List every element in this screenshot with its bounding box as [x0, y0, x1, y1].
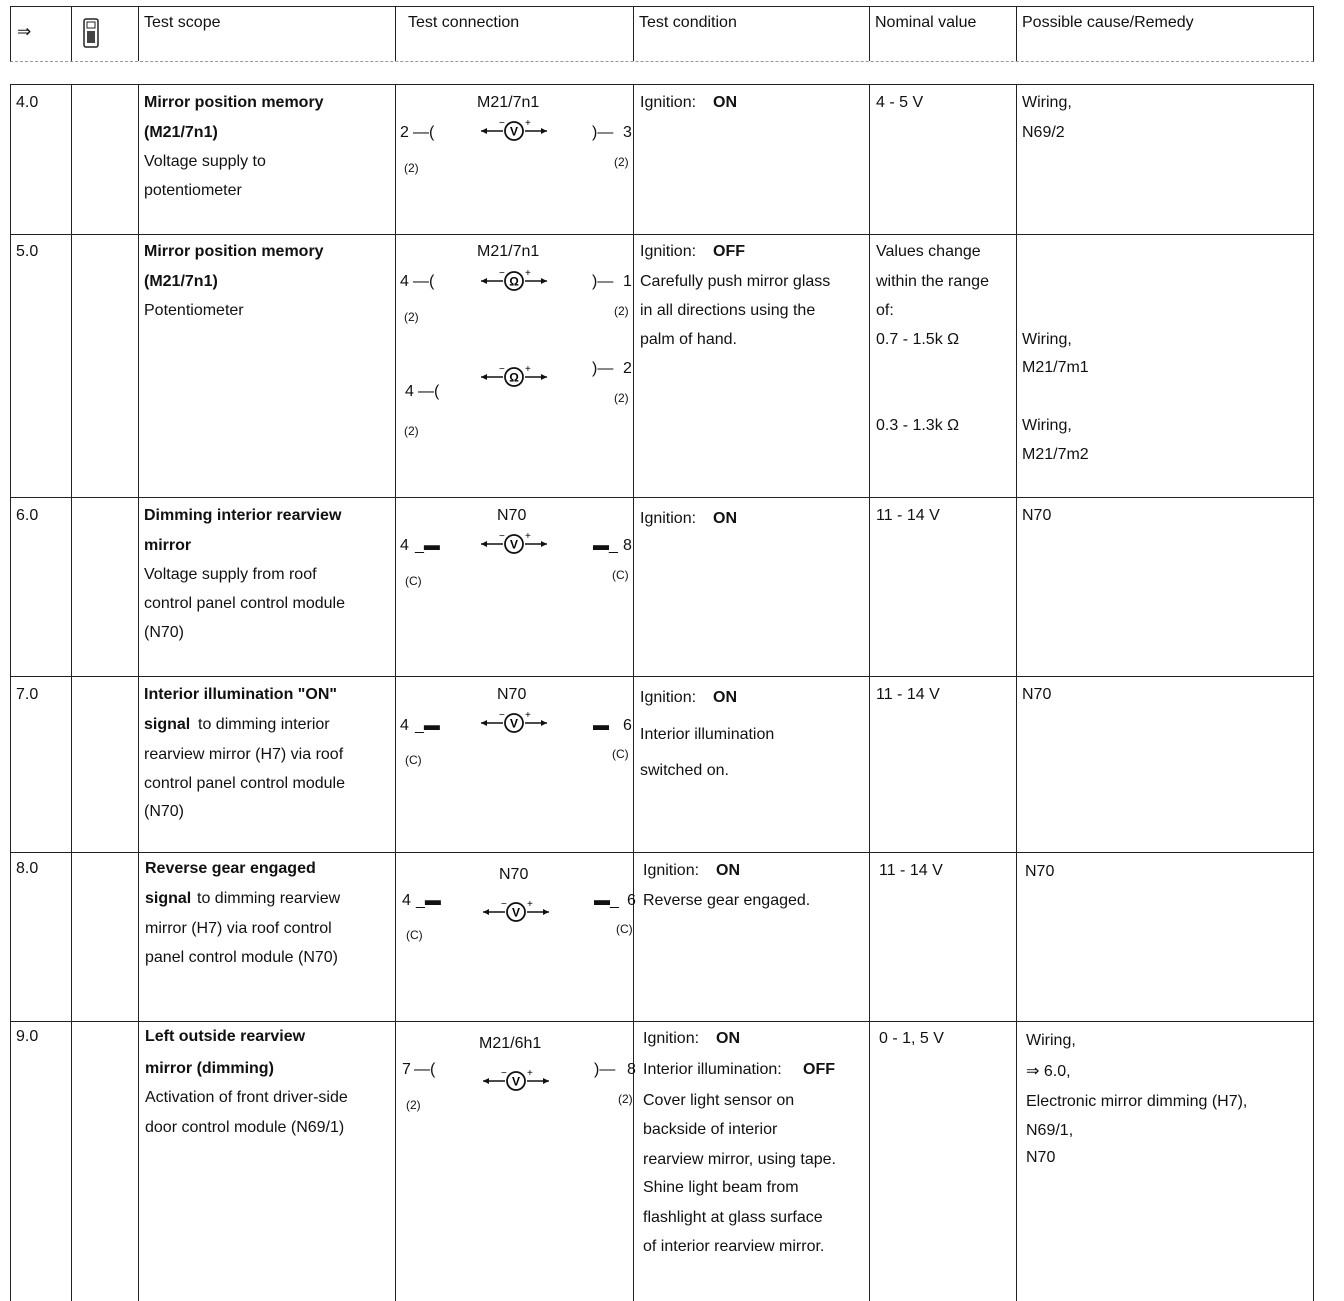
row-divider [11, 852, 1313, 853]
meter-symbol: Ω [509, 370, 519, 385]
connector-id: (2) [406, 1098, 421, 1112]
scope-text: door control module (N69/1) [145, 1119, 345, 1136]
cause-text: N69/1, [1026, 1122, 1074, 1139]
cause-text: N70 [1022, 507, 1052, 524]
nominal-value: 11 - 14 V [876, 507, 940, 524]
column-divider [633, 85, 634, 1301]
meter-symbol: V [511, 905, 521, 920]
condition-text: Cover light sensor on [643, 1092, 795, 1109]
svg-text:−: − [499, 366, 505, 375]
row-divider [11, 676, 1313, 677]
cause-text: M21/7m1 [1022, 359, 1089, 376]
ohmmeter-icon [479, 366, 549, 388]
condition-text: palm of hand. [640, 331, 737, 348]
connector-right-icon: ▬_ [593, 537, 618, 554]
pin-right: 8 [623, 537, 632, 554]
scope-title: (M21/7n1) [144, 273, 218, 290]
component-label: N70 [499, 866, 529, 883]
connector-id: (2) [614, 304, 629, 318]
pin-left: 4 [400, 273, 409, 290]
connector-left-icon: _▬ [415, 537, 440, 554]
scope-title: signal [145, 890, 192, 907]
svg-text:−: − [499, 120, 505, 129]
component-label: N70 [497, 507, 527, 524]
meter-symbol: V [511, 1074, 521, 1089]
connector-left-icon: _▬ [415, 717, 440, 734]
connector-right-icon: ▬ [593, 717, 609, 734]
component-label: M21/7n1 [477, 243, 540, 260]
scope-text: panel control module (N70) [145, 949, 338, 966]
connector-left-icon: —( [413, 273, 435, 290]
cause-text: Wiring, [1022, 331, 1072, 348]
nominal-value: 0 - 1, 5 V [879, 1030, 944, 1047]
condition-label: Ignition: [640, 689, 697, 706]
step-number: 9.0 [16, 1028, 39, 1045]
condition-text: Carefully push mirror glass [640, 273, 831, 290]
svg-text:−: − [501, 901, 507, 910]
step-number: 5.0 [16, 243, 39, 260]
connector-id: (2) [404, 424, 419, 438]
scope-title: Left outside rearview [145, 1028, 306, 1045]
connector-id: (C) [405, 753, 422, 767]
step-number: 6.0 [16, 507, 39, 524]
condition-text: flashlight at glass surface [643, 1209, 823, 1226]
condition-text: Shine light beam from [643, 1179, 799, 1196]
cause-text: M21/7m2 [1022, 446, 1089, 463]
column-divider [1016, 85, 1017, 1301]
header-possible-cause [1016, 7, 1314, 61]
cause-text: N70 [1022, 686, 1052, 703]
scope-text: mirror (H7) via roof control [145, 920, 332, 937]
nominal-value: 11 - 14 V [876, 686, 940, 703]
connector-id: (C) [406, 928, 423, 942]
scope-text: (N70) [144, 803, 185, 820]
svg-text:+: + [525, 712, 531, 721]
component-label: N70 [497, 686, 527, 703]
scope-title: mirror (dimming) [145, 1060, 274, 1077]
scope-title: signal [144, 716, 191, 733]
connector-right-icon: )— [592, 360, 614, 377]
connector-left-icon: —( [413, 124, 435, 141]
meter-symbol: V [509, 124, 519, 139]
connector-right-icon: )— [592, 124, 614, 141]
condition-text: rearview mirror, using tape. [643, 1151, 836, 1168]
row-divider [11, 497, 1313, 498]
connector-id: (2) [404, 161, 419, 175]
svg-text:+: + [525, 120, 531, 129]
header-possible-cause-label: Possible cause/Remedy [1022, 14, 1194, 31]
cause-text: Electronic mirror dimming (H7), [1026, 1093, 1248, 1110]
arrow-icon: ⇒ [17, 22, 32, 41]
column-divider [138, 85, 139, 1301]
pin-right: 2 [623, 360, 632, 377]
pin-left: 2 [400, 124, 409, 141]
scope-text: potentiometer [144, 182, 242, 199]
step-number: 8.0 [16, 860, 39, 877]
svg-text:+: + [525, 366, 531, 375]
cause-text: Wiring, [1022, 94, 1072, 111]
condition-label: Interior illumination: [643, 1061, 782, 1078]
header-test-condition [633, 7, 870, 61]
condition-state: ON [713, 510, 737, 527]
svg-text:−: − [499, 533, 505, 542]
pin-left: 7 [402, 1061, 411, 1078]
scope-title: Reverse gear engaged [145, 860, 316, 877]
condition-label: Ignition: [643, 862, 700, 879]
header-test-connection-label: Test connection [408, 14, 520, 31]
condition-state: OFF [713, 243, 745, 260]
condition-state: ON [713, 689, 737, 706]
pin-left: 4 [400, 717, 409, 734]
voltmeter-icon [481, 901, 551, 923]
svg-text:−: − [501, 1070, 507, 1079]
nominal-value: within the range [876, 273, 989, 290]
meter-symbol: Ω [509, 274, 519, 289]
connector-id: (2) [614, 155, 629, 169]
scope-text: Voltage supply from roof [144, 566, 317, 583]
pin-left: 4 [402, 892, 411, 909]
nominal-value: 11 - 14 V [879, 862, 943, 879]
voltmeter-icon [481, 1070, 551, 1092]
pin-right: 1 [623, 273, 632, 290]
component-label: M21/7n1 [477, 94, 540, 111]
connector-right-icon: )— [592, 273, 614, 290]
svg-text:+: + [525, 533, 531, 542]
condition-text: Interior illumination [640, 726, 775, 743]
condition-label: Ignition: [640, 94, 697, 111]
scope-title: Interior illumination "ON" [144, 686, 337, 703]
header-tester-cell [71, 7, 139, 61]
table-header [10, 6, 1314, 62]
pin-right: 8 [627, 1061, 636, 1078]
voltmeter-icon [479, 712, 549, 734]
condition-state: ON [716, 862, 740, 879]
condition-label: Ignition: [643, 1030, 700, 1047]
cause-text: N70 [1025, 863, 1055, 880]
scope-title: mirror [144, 537, 192, 554]
nominal-value: 0.3 - 1.3k Ω [876, 417, 960, 434]
connector-id: (2) [614, 391, 629, 405]
nominal-value: Values change [876, 243, 981, 260]
scope-text: control panel control module [144, 595, 346, 612]
header-nominal-value-label: Nominal value [875, 14, 977, 31]
svg-text:+: + [527, 1070, 533, 1079]
condition-state: ON [716, 1030, 740, 1047]
condition-state: OFF [803, 1061, 835, 1078]
scope-text: rearview mirror (H7) via roof [144, 746, 344, 763]
condition-text: Reverse gear engaged. [643, 892, 811, 909]
meter-symbol: V [509, 716, 519, 731]
column-divider [869, 85, 870, 1301]
header-test-scope-label: Test scope [144, 14, 221, 31]
pin-left: 4 [400, 537, 409, 554]
connector-right-icon: ▬_ [594, 892, 619, 909]
condition-state: ON [713, 94, 737, 111]
component-label: M21/6h1 [479, 1035, 542, 1052]
connector-id: (C) [612, 568, 629, 582]
meter-symbol: V [509, 537, 519, 552]
column-divider [395, 85, 396, 1301]
step-number: 4.0 [16, 94, 39, 111]
scope-title: Mirror position memory [144, 94, 324, 111]
svg-text:+: + [527, 901, 533, 910]
connector-left-icon: _▬ [416, 892, 441, 909]
header-nominal-value [869, 7, 1017, 61]
header-test-connection [395, 7, 634, 61]
pin-right: 6 [627, 892, 636, 909]
svg-text:+: + [525, 270, 531, 279]
header-test-condition-label: Test condition [639, 14, 737, 31]
multimeter-icon [82, 17, 100, 49]
nominal-value: 4 - 5 V [876, 94, 924, 111]
scope-text: control panel control module [144, 775, 346, 792]
scope-text: to dimming rearview [197, 890, 341, 907]
condition-text: in all directions using the [640, 302, 816, 319]
condition-text: backside of interior [643, 1121, 778, 1138]
ohmmeter-icon [479, 270, 549, 292]
scope-text: to dimming interior [198, 716, 330, 733]
connector-left-icon: —( [418, 383, 440, 400]
pin-left: 4 [405, 383, 414, 400]
connector-left-icon: —( [414, 1061, 436, 1078]
scope-text: Potentiometer [144, 302, 244, 319]
svg-text:−: − [499, 270, 505, 279]
condition-text: of interior rearview mirror. [643, 1238, 825, 1255]
nominal-value: 0.7 - 1.5k Ω [876, 331, 960, 348]
connector-id: (2) [404, 310, 419, 324]
connector-right-icon: )— [594, 1061, 616, 1078]
scope-text: Activation of front driver-side [145, 1089, 348, 1106]
cause-text: Wiring, [1026, 1032, 1076, 1049]
scope-text: (N70) [144, 624, 185, 641]
cause-text: N70 [1026, 1149, 1056, 1166]
condition-label: Ignition: [640, 510, 697, 527]
row-divider [11, 234, 1313, 235]
voltmeter-icon [479, 533, 549, 555]
voltmeter-icon [479, 120, 549, 142]
header-test-scope [138, 7, 396, 61]
pin-right: 3 [623, 124, 632, 141]
connector-id: (C) [612, 747, 629, 761]
condition-label: Ignition: [640, 243, 697, 260]
scope-title: (M21/7n1) [144, 124, 218, 141]
scope-title: Mirror position memory [144, 243, 324, 260]
scope-title: Dimming interior rearview [144, 507, 342, 524]
connector-id: (C) [405, 574, 422, 588]
connector-id: (C) [616, 922, 633, 936]
column-divider [71, 85, 72, 1301]
condition-text: switched on. [640, 762, 729, 779]
scope-text: Voltage supply to [144, 153, 266, 170]
cause-text: N69/2 [1022, 124, 1065, 141]
cause-text: ⇒ 6.0, [1026, 1063, 1071, 1080]
pin-right: 6 [623, 717, 632, 734]
nominal-value: of: [876, 302, 894, 319]
step-number: 7.0 [16, 686, 39, 703]
cause-text: Wiring, [1022, 417, 1072, 434]
svg-text:−: − [499, 712, 505, 721]
connector-id: (2) [618, 1092, 633, 1106]
